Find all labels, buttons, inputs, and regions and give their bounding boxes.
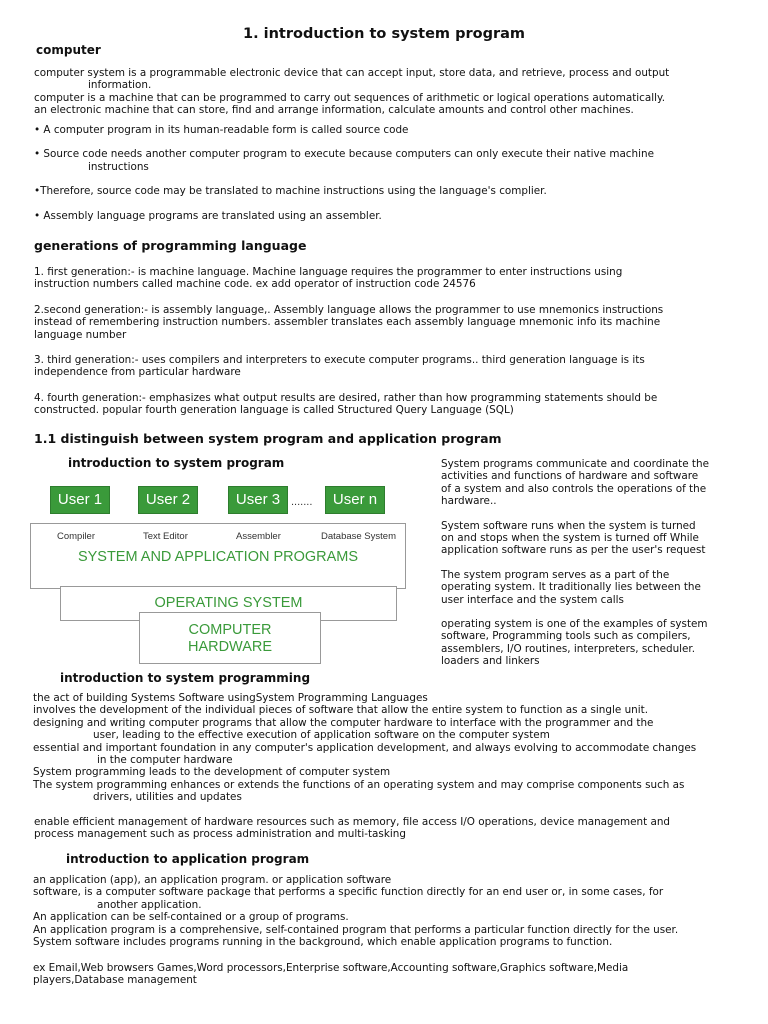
bullet-list <box>34 124 754 222</box>
text-line: another application. <box>97 898 202 911</box>
generations-heading: generations of programming language <box>34 238 307 253</box>
generation-item: 2.second generation:- is assembly language,. Assembly language allows the programmer to use mnemonics instructions <box>34 303 664 316</box>
text-line: essential and important foundation in any computer's application development, and always evolving to accommodate changes <box>33 741 697 754</box>
text-line: System programming leads to the development of computer system <box>33 766 391 779</box>
generation-item: instruction numbers called machine code. ex add operator of instruction code 24576 <box>34 278 476 291</box>
bullet-item: • Assembly language programs are translated using an assembler. <box>34 209 382 222</box>
system-diagram <box>26 484 406 666</box>
program-label: Assembler <box>236 531 281 542</box>
computer-heading: computer <box>36 43 101 57</box>
efficient-management-paragraph <box>34 816 754 841</box>
bullet-item-continued: instructions <box>88 160 149 173</box>
hardware-label-line: COMPUTER <box>188 622 272 638</box>
text-line: application software runs as per the user's request <box>441 544 706 557</box>
text-line: the act of building Systems Software usingSystem Programming Languages <box>33 692 428 704</box>
text-line: System software includes programs running in the background, which enable application programs to function. <box>33 936 613 949</box>
text-line: The system program serves as a part of the <box>441 568 670 581</box>
generation-item: language number <box>34 328 127 341</box>
text-line: user interface and the system calls <box>441 593 624 606</box>
system-program-notes <box>441 458 751 668</box>
examples-paragraph <box>33 962 753 987</box>
text-line: players,Database management <box>33 974 197 987</box>
generation-item: instead of remembering instruction numbers. assembler translates each assembly language mnemonic info its machine <box>34 316 661 329</box>
system-programming-paragraph <box>33 692 753 804</box>
user-box: User 3 <box>228 486 288 514</box>
bullet-item: • Source code needs another computer program to execute because computers can only execute their native machine <box>34 148 654 161</box>
text-line: loaders and linkers <box>441 655 540 668</box>
text-line: designing and writing computer programs that allow the computer hardware to interface with the programmer and the <box>33 716 654 729</box>
text-line: an application (app), an application program. or application software <box>33 874 392 886</box>
text-line: ex Email,Web browsers Games,Word processors,Enterprise software,Accounting software,Graphics software,Media <box>33 962 629 974</box>
text-line: computer is a machine that can be programmed to carry out sequences of arithmetic or logical operations automatically. <box>34 91 665 104</box>
user-box: User n <box>325 486 385 514</box>
text-line: involves the development of the individual pieces of software that allow the entire system to function as a single unit. <box>33 704 649 717</box>
bullet-item: •Therefore, source code may be translated to machine instructions using the language's complier. <box>34 185 547 198</box>
generation-item: independence from particular hardware <box>34 366 241 379</box>
generation-item: 4. fourth generation:- emphasizes what output results are desired, rather than how programming statements should be <box>34 391 658 404</box>
text-line: an electronic machine that can store, find and arrange information, calculate amounts and control other machines. <box>34 104 634 117</box>
text-line: information. <box>88 79 152 92</box>
generation-item: 3. third generation:- uses compilers and interpreters to execute computer programs.. third generation language is its <box>34 354 645 367</box>
generation-item: constructed. popular fourth generation language is called Structured Query Language (SQL) <box>34 404 514 417</box>
page-title: 1. introduction to system program <box>242 26 525 42</box>
user-box: User 1 <box>50 486 110 514</box>
intro-application-heading: introduction to application program <box>66 852 310 866</box>
text-line: hardware.. <box>441 495 497 508</box>
text-line: software, is a computer software package that performs a specific function directly for an end user or, in some cases, for <box>33 886 664 899</box>
system-application-label: SYSTEM AND APPLICATION PROGRAMS <box>77 549 359 565</box>
text-line: enable efficient management of hardware resources such as memory, file access I/O operations, device management and <box>34 816 671 828</box>
user-box: User 2 <box>138 486 198 514</box>
text-line: of a system and also controls the operations of the <box>441 482 707 495</box>
text-line: An application program is a comprehensive, self-contained program that performs a particular function directly for the user. <box>33 923 679 936</box>
distinguish-heading: 1.1 distinguish between system program and application program <box>34 431 502 446</box>
text-line: in the computer hardware <box>97 754 233 767</box>
application-paragraph <box>33 874 753 948</box>
text-line: operating system is one of the examples of system <box>441 618 708 631</box>
intro-paragraph <box>34 67 754 117</box>
text-line: software, Programming tools such as compilers, <box>441 630 691 643</box>
generations-list <box>34 266 754 417</box>
intro-system-programming-heading: introduction to system programming <box>60 671 311 685</box>
text-line: System software runs when the system is turned <box>441 519 696 532</box>
text-line: drivers, utilities and updates <box>93 791 242 804</box>
text-line: System programs communicate and coordinate the <box>441 458 709 470</box>
intro-system-program-heading: introduction to system program <box>68 456 285 470</box>
ellipsis-dots: ....... <box>291 496 313 508</box>
program-label: Database System <box>321 531 396 542</box>
text-line: computer system is a programmable electronic device that can accept input, store data, and retrieve, process and output <box>34 67 670 79</box>
computer-hardware-box <box>139 612 321 664</box>
operating-system-box: OPERATING SYSTEM <box>60 586 397 621</box>
text-line: on and stops when the system is turned off While <box>441 532 699 545</box>
text-line: activities and functions of hardware and software <box>441 470 699 483</box>
text-line: assemblers, I/O routines, interpreters, scheduler. <box>441 642 696 655</box>
hardware-label-line: HARDWARE <box>187 639 273 655</box>
text-line: operating system. It traditionally lies between the <box>441 581 701 594</box>
program-label: Compiler <box>57 531 96 542</box>
text-line: process management such as process administration and multi-tasking <box>34 828 406 841</box>
text-line: An application can be self-contained or a group of programs. <box>33 911 349 924</box>
text-line: The system programming enhances or extends the functions of an operating system and may comprise components such as <box>33 778 685 791</box>
bullet-item: • A computer program in its human-readable form is called source code <box>34 124 409 136</box>
program-label: Text Editor <box>143 531 188 542</box>
generation-item: 1. first generation:- is machine language. Machine language requires the programmer to enter instructions using <box>34 266 623 278</box>
text-line: user, leading to the effective execution of application software on the computer system <box>93 729 550 742</box>
